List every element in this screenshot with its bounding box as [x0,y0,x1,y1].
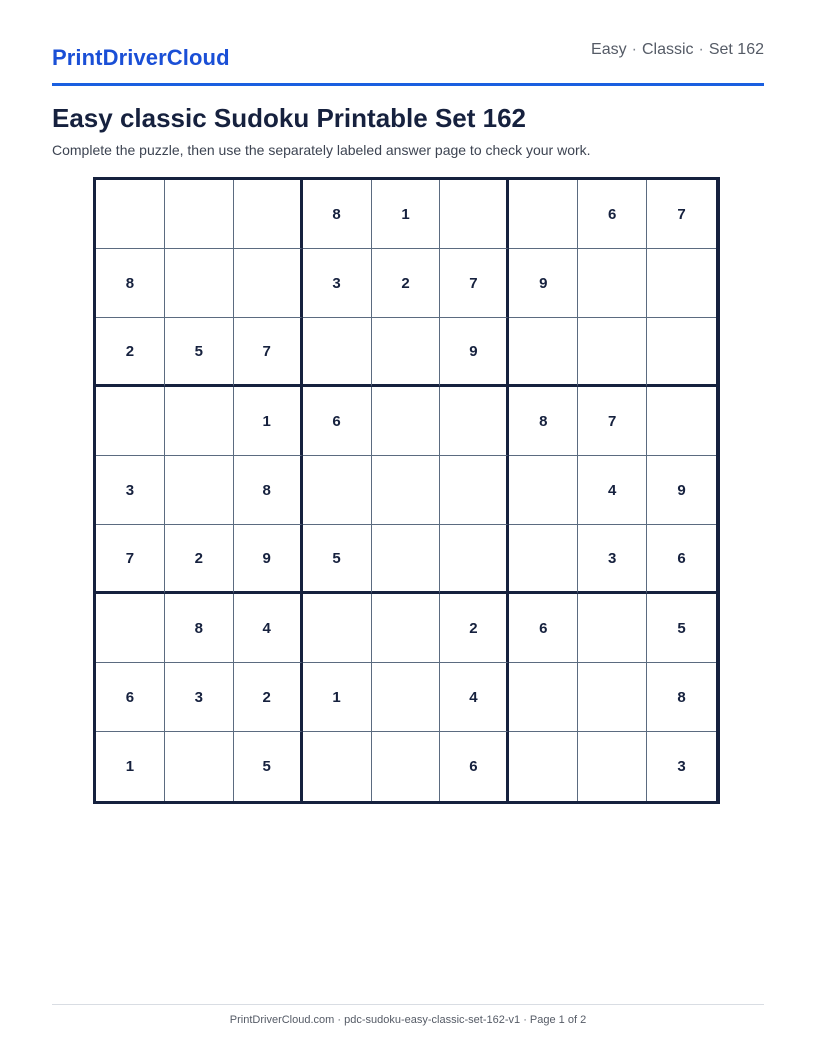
sudoku-empty-cell [509,732,578,801]
sudoku-given-cell: 6 [509,594,578,663]
sudoku-given-cell: 9 [234,525,303,594]
sudoku-empty-cell [165,456,234,525]
sudoku-empty-cell [372,594,441,663]
sudoku-empty-cell [372,318,441,387]
sudoku-given-cell: 3 [303,249,372,318]
sudoku-empty-cell [372,663,441,732]
breadcrumb-difficulty: Easy [591,41,627,58]
sudoku-empty-cell [372,732,441,801]
sudoku-empty-cell [578,732,647,801]
sudoku-given-cell: 2 [234,663,303,732]
sudoku-given-cell: 9 [647,456,716,525]
sudoku-given-cell: 3 [578,525,647,594]
sudoku-given-cell: 1 [372,180,441,249]
sudoku-given-cell: 4 [578,456,647,525]
sudoku-grid [93,177,720,804]
sudoku-given-cell: 7 [96,525,165,594]
sudoku-given-cell: 5 [303,525,372,594]
footer-rule [52,1004,764,1005]
sudoku-given-cell: 9 [509,249,578,318]
sudoku-given-cell: 6 [96,663,165,732]
sudoku-empty-cell [647,249,716,318]
sudoku-empty-cell [578,318,647,387]
sudoku-given-cell: 4 [234,594,303,663]
sudoku-empty-cell [509,525,578,594]
sudoku-given-cell: 8 [647,663,716,732]
sudoku-given-cell: 6 [440,732,509,801]
sudoku-empty-cell [647,387,716,456]
sudoku-given-cell: 7 [234,318,303,387]
sudoku-given-cell: 5 [165,318,234,387]
sudoku-given-cell: 9 [440,318,509,387]
sudoku-empty-cell [440,387,509,456]
sudoku-empty-cell [165,387,234,456]
breadcrumb-set: Set 162 [708,41,764,58]
sudoku-empty-cell [440,180,509,249]
sudoku-given-cell: 6 [647,525,716,594]
sudoku-given-cell: 7 [578,387,647,456]
sudoku-given-cell: 8 [303,180,372,249]
brand-logo[interactable]: PrintDriverCloud [52,45,230,70]
sudoku-empty-cell [509,456,578,525]
sudoku-given-cell: 8 [509,387,578,456]
sudoku-empty-cell [372,387,441,456]
sudoku-empty-cell [303,732,372,801]
sudoku-given-cell: 4 [440,663,509,732]
sudoku-empty-cell [303,318,372,387]
sudoku-given-cell: 5 [234,732,303,801]
sudoku-given-cell: 8 [165,594,234,663]
sudoku-empty-cell [647,318,716,387]
instructions: Complete the puzzle, then use the separately labeled answer page to check your work. [52,142,591,158]
sudoku-given-cell: 8 [96,249,165,318]
sudoku-empty-cell [234,249,303,318]
sudoku-given-cell: 6 [578,180,647,249]
sudoku-empty-cell [96,180,165,249]
sudoku-given-cell: 7 [440,249,509,318]
sudoku-given-cell: 2 [96,318,165,387]
sudoku-given-cell: 3 [96,456,165,525]
header-rule [52,83,764,86]
sudoku-empty-cell [578,663,647,732]
breadcrumb-separator: · [698,41,704,58]
sudoku-given-cell: 3 [677,758,686,775]
sudoku-empty-cell [165,249,234,318]
breadcrumb [591,41,764,59]
sudoku-empty-cell [303,456,372,525]
sudoku-given-cell: 2 [165,525,234,594]
breadcrumb-separator: · [631,41,637,58]
sudoku-empty-cell [578,594,647,663]
sudoku-given-cell: 1 [96,732,165,801]
sudoku-empty-cell [96,594,165,663]
sudoku-given-cell: 6 [303,387,372,456]
sudoku-given-cell: 8 [234,456,303,525]
sudoku-given-cell: 2 [372,249,441,318]
footer: PrintDriverCloud.com · pdc-sudoku-easy-classic-set-162-v1 · Page 1 of 2 [229,1014,587,1026]
sudoku-empty-cell [440,525,509,594]
sudoku-given-cell: 1 [303,663,372,732]
sudoku-given-cell: 2 [440,594,509,663]
sudoku-empty-cell [303,594,372,663]
sudoku-empty-cell [96,387,165,456]
sudoku-given-cell: 5 [647,594,716,663]
sudoku-empty-cell [372,456,441,525]
sudoku-empty-cell [165,180,234,249]
sudoku-empty-cell [234,180,303,249]
sudoku-empty-cell [165,732,234,801]
sudoku-given-cell: 3 [165,663,234,732]
sudoku-empty-cell [509,318,578,387]
sudoku-empty-cell [578,249,647,318]
sudoku-empty-cell [509,180,578,249]
sudoku-empty-cell [509,663,578,732]
sudoku-empty-cell [440,456,509,525]
breadcrumb-variant: Classic [641,41,694,58]
sudoku-given-cell: 7 [647,180,716,249]
sudoku-empty-cell [372,525,441,594]
page-header [52,38,764,86]
sudoku-given-cell: 1 [234,387,303,456]
page-title: Easy classic Sudoku Printable Set 162 [52,103,527,133]
